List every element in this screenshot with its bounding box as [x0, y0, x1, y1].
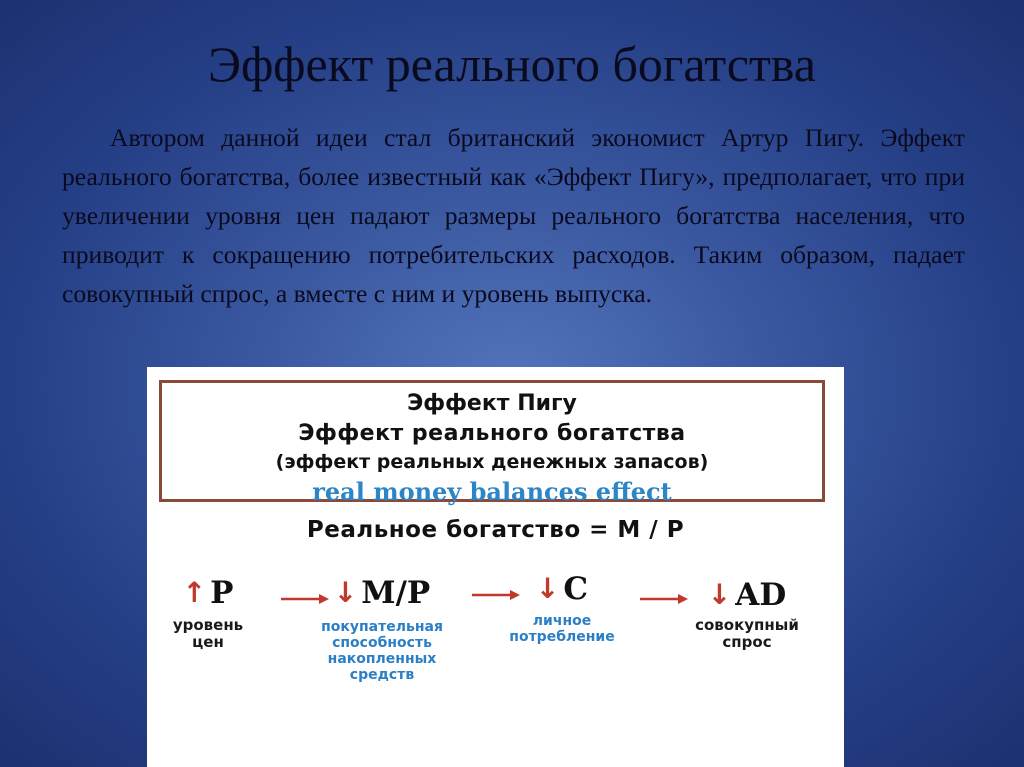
symbol-ad: AD: [735, 577, 787, 613]
up-arrow-icon: ↑: [182, 576, 207, 609]
caption-aggregate-demand: совокупный спрос: [695, 616, 799, 651]
diagram-header-box: [159, 380, 825, 506]
chain-item-consumption: [477, 571, 647, 645]
diagram-subtitle-money-stock: (эффект реальных денежных запасов): [275, 451, 709, 473]
diagram-english-title: real money balances effect: [312, 477, 672, 506]
diagram-title-pigou: Эффект Пигу: [407, 391, 577, 416]
slide-paragraph: Автором данной идеи стал британский экономист Артур Пигу. Эффект реального богатства, более известный как «Эффект Пигу», предполагает, что при увеличении уровня цен падают размеры реального богатства населения, что приводит к сокращению потребительских расходов. Таким образом, падает совокупный спрос, а вместе с ним и уровень выпуска.: [62, 123, 965, 308]
down-arrow-icon: ↓: [333, 576, 358, 609]
symbol-c: C: [563, 571, 589, 607]
caption-purchasing-power: покупательная способность накопленных средств: [321, 619, 443, 683]
chain-item-aggregate-demand: [672, 577, 822, 651]
slide-title: Эффект реального богатства: [208, 36, 816, 92]
down-arrow-icon: ↓: [535, 572, 560, 605]
symbol-m-over-p: M/P: [361, 575, 431, 611]
pigou-effect-diagram: [147, 367, 844, 767]
down-arrow-icon: ↓: [707, 578, 732, 611]
caption-price-level: уровень цен: [172, 616, 244, 651]
symbol-p: P: [210, 575, 234, 611]
chain-item-price-level: [153, 575, 263, 651]
chain-item-real-balances: [297, 575, 467, 683]
diagram-title-real-wealth: Эффект реального богатства: [298, 421, 686, 446]
real-wealth-formula: Реальное богатство = M / P: [306, 517, 685, 543]
caption-personal-consumption: личное потребление: [509, 613, 615, 645]
